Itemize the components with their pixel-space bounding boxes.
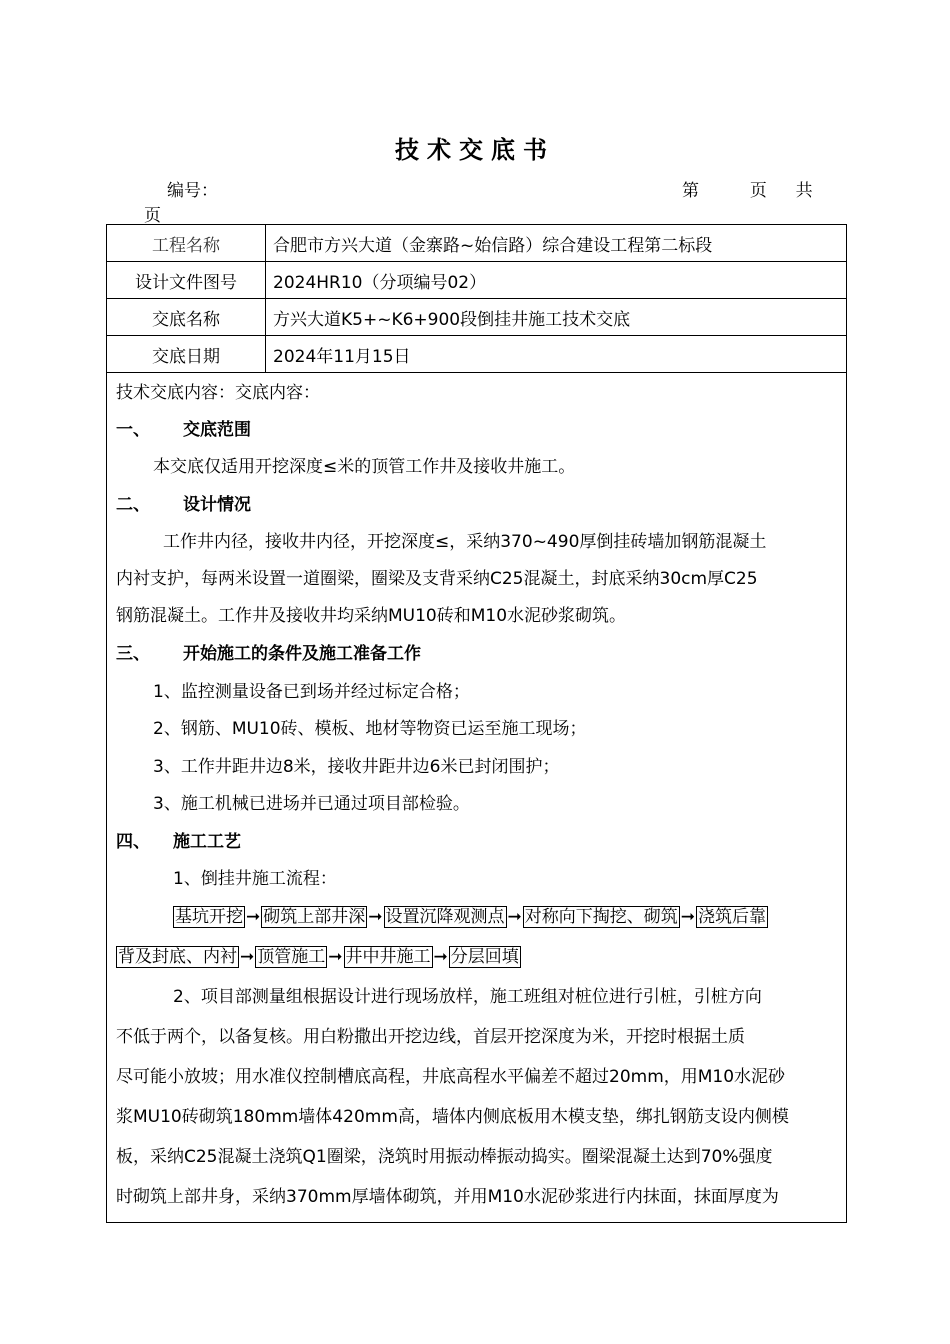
section-2-line-3: 钢筋混凝土。工作井及接收井均采纳MU10砖和M10水泥砂浆砌筑。	[116, 606, 627, 626]
document-title: 技术交底书	[395, 136, 555, 164]
disclosure-date-value: 2024年11月15日	[273, 346, 411, 367]
arrow-right-icon: ➞	[433, 947, 448, 967]
section-4-para-line-6: 时砌筑上部井身，采纳370mm厚墙体砌筑，并用M10水泥砂浆进行内抹面，抹面厚度为	[116, 1187, 779, 1207]
flow-step: 对称向下掏挖、砌筑	[524, 907, 678, 927]
section-4-flow-label: 1、倒挂井施工流程：	[173, 869, 337, 889]
section-2-number: 二、	[116, 495, 150, 515]
arrow-right-icon: ➞	[240, 947, 255, 967]
section-3-number: 三、	[116, 644, 150, 664]
flow-line-1	[173, 902, 768, 927]
section-2-line-2: 内衬支护，每两米设置一道圈梁，圈梁及支背采纳C25混凝土，封底采纳30cm厚C25	[116, 569, 758, 589]
flow-step: 分层回填	[450, 947, 519, 967]
section-3-item-1: 1、监控测量设备已到场并经过标定合格；	[153, 682, 470, 702]
page-indicator	[682, 176, 813, 201]
design-drawing-row	[107, 262, 846, 299]
arrow-right-icon: ➞	[368, 907, 383, 927]
page-total: 共	[795, 181, 813, 201]
section-3-item-2: 2、钢筋、MU10砖、模板、地材等物资已运至施工现场；	[153, 719, 587, 739]
project-name-row	[107, 225, 846, 262]
disclosure-date-row	[107, 336, 846, 373]
disclosure-name-row	[107, 299, 846, 336]
flow-step: 设置沉降观测点	[385, 907, 505, 927]
disclosure-table	[106, 224, 847, 1223]
section-4-para-line-5: 板，采纳C25混凝土浇筑Q1圈梁，浇筑时用振动棒振动捣实。圈梁混凝土达到70%强度	[116, 1147, 773, 1167]
section-2-line-1: 工作井内径，接收井内径，开挖深度≤，采纳370~490厚倒挂砖墙加钢筋混凝土	[163, 532, 767, 552]
arrow-right-icon: ➞	[246, 907, 261, 927]
flow-step: 砌筑上部井深	[263, 907, 366, 927]
arrow-right-icon: ➞	[680, 907, 695, 927]
page-mid: 页	[749, 181, 767, 201]
arrow-right-icon: ➞	[328, 947, 343, 967]
section-1-title: 交底范围	[183, 420, 251, 440]
flow-step: 基坑开挖	[175, 907, 243, 927]
content-intro: 技术交底内容：交底内容：	[116, 383, 320, 403]
project-name-value: 合肥市方兴大道（金寨路~始信路）综合建设工程第二标段	[273, 235, 713, 256]
flow-line-2	[116, 942, 521, 967]
section-4-para-line-3: 尽可能小放坡；用水准仪控制槽底高程，井底高程水平偏差不超过20mm，用M10水泥砂	[116, 1067, 786, 1087]
section-4-number: 四、	[116, 832, 150, 852]
flow-step: 浇筑后靠	[698, 907, 766, 927]
section-3-title: 开始施工的条件及施工准备工作	[183, 644, 421, 664]
flow-step: 背及封底、内衬	[118, 947, 237, 967]
page-suffix: 页	[144, 206, 161, 226]
section-3-item-3: 3、工作井距井边8米，接收井距井边6米已封闭围护；	[153, 757, 560, 777]
flow-step: 顶管施工	[257, 947, 326, 967]
disclosure-content	[107, 373, 846, 1222]
project-name-label: 工程名称	[107, 225, 266, 261]
design-drawing-value: 2024HR10（分项编号02）	[273, 272, 487, 293]
section-1-text: 本交底仅适用开挖深度≤米的顶管工作井及接收井施工。	[153, 457, 576, 477]
disclosure-name-value: 方兴大道K5+~K6+900段倒挂井施工技术交底	[273, 309, 631, 330]
section-2-title: 设计情况	[183, 495, 251, 515]
section-1-number: 一、	[116, 420, 150, 440]
arrow-right-icon: ➞	[507, 907, 522, 927]
disclosure-name-label: 交底名称	[107, 299, 266, 335]
design-drawing-label: 设计文件图号	[107, 262, 266, 298]
document-number-label: 编号：	[167, 181, 218, 201]
section-3-item-4: 3、施工机械已进场并已通过项目部检验。	[153, 794, 470, 814]
section-4-para-line-2: 不低于两个，以备复核。用白粉撒出开挖边线，首层开挖深度为米，开挖时根据土质	[116, 1027, 745, 1047]
section-4-title: 施工工艺	[173, 832, 241, 852]
flow-step: 井中井施工	[345, 947, 431, 967]
section-4-para-line-1: 2、项目部测量组根据设计进行现场放样，施工班组对桩位进行引桩，引桩方向	[173, 987, 762, 1007]
section-4-para-line-4: 浆MU10砖砌筑180mm墙体420mm高，墙体内侧底板用木模支垫，绑扎钢筋支设内侧模	[116, 1107, 789, 1127]
page-prefix: 第	[682, 181, 699, 201]
disclosure-date-label: 交底日期	[107, 336, 266, 372]
